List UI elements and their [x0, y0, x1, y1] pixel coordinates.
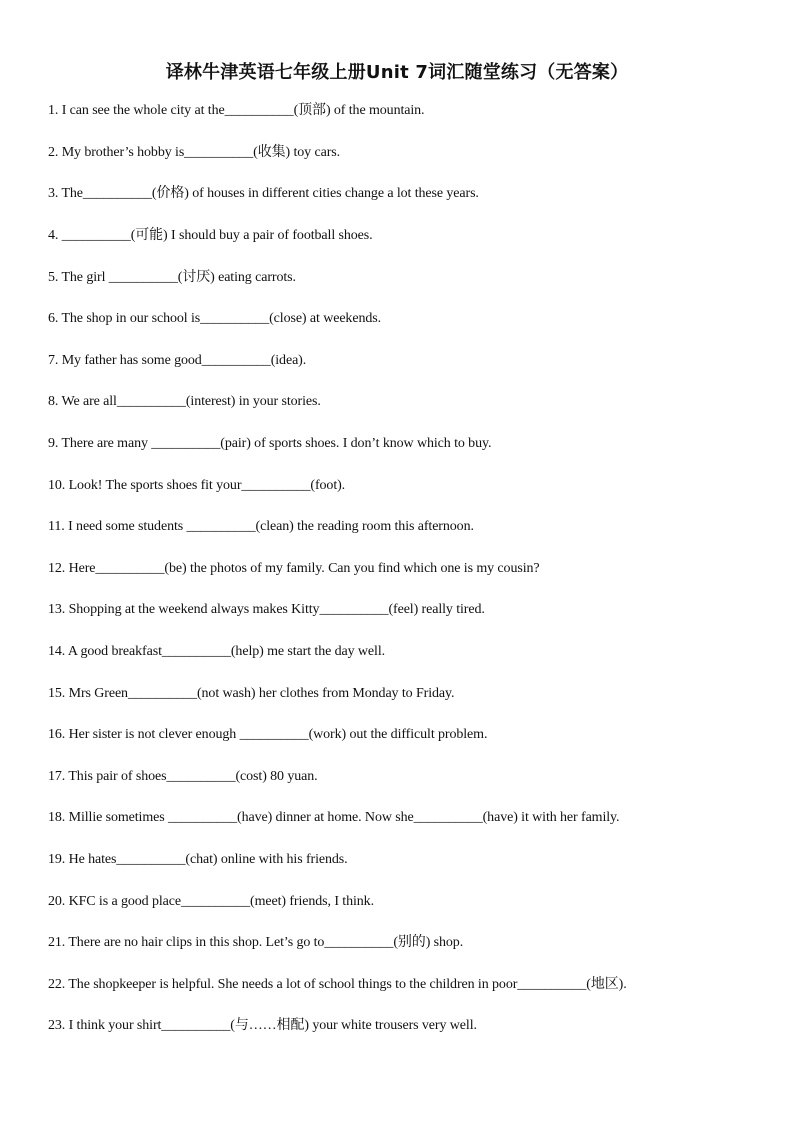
question-14: 14. A good breakfast__________(help) me start the day well. — [48, 644, 386, 659]
question-3: 3. The__________(价格) of houses in different cities change a lot these years. — [48, 186, 479, 201]
question-19: 19. He hates__________(chat) online with his friends. — [48, 852, 348, 867]
question-22: 22. The shopkeeper is helpful. She needs a lot of school things to the children in poor__________(地区). — [48, 977, 627, 992]
question-11: 11. I need some students __________(clean) the reading room this afternoon. — [48, 519, 474, 534]
question-13: 13. Shopping at the weekend always makes Kitty__________(feel) really tired. — [48, 602, 485, 617]
question-1: 1. I can see the whole city at the__________(顶部) of the mountain. — [48, 103, 425, 118]
question-4: 4. __________(可能) I should buy a pair of football shoes. — [48, 228, 373, 243]
question-23: 23. I think your shirt__________(与……相配) your white trousers very well. — [48, 1018, 477, 1033]
question-10: 10. Look! The sports shoes fit your__________(foot). — [48, 478, 346, 493]
question-8: 8. We are all__________(interest) in your stories. — [48, 394, 321, 409]
question-17: 17. This pair of shoes__________(cost) 80 yuan. — [48, 769, 318, 784]
question-21: 21. There are no hair clips in this shop. Let’s go to__________(别的) shop. — [48, 935, 464, 950]
question-15: 15. Mrs Green__________(not wash) her clothes from Monday to Friday. — [48, 686, 455, 701]
question-18: 18. Millie sometimes __________(have) dinner at home. Now she__________(have) it with her family. — [48, 810, 620, 825]
question-16: 16. Her sister is not clever enough __________(work) out the difficult problem. — [48, 727, 488, 742]
question-5: 5. The girl __________(讨厌) eating carrots. — [48, 270, 296, 285]
question-7: 7. My father has some good__________(idea). — [48, 353, 307, 368]
question-6: 6. The shop in our school is__________(close) at weekends. — [48, 311, 381, 326]
question-12: 12. Here__________(be) the photos of my family. Can you find which one is my cousin? — [48, 561, 540, 576]
page-title: 译林牛津英语七年级上册Unit 7词汇随堂练习（无答案） — [165, 62, 629, 83]
question-9: 9. There are many __________(pair) of sports shoes. I don’t know which to buy. — [48, 436, 492, 451]
question-20: 20. KFC is a good place__________(meet) friends, I think. — [48, 894, 374, 909]
question-2: 2. My brother’s hobby is__________(收集) toy cars. — [48, 145, 341, 160]
